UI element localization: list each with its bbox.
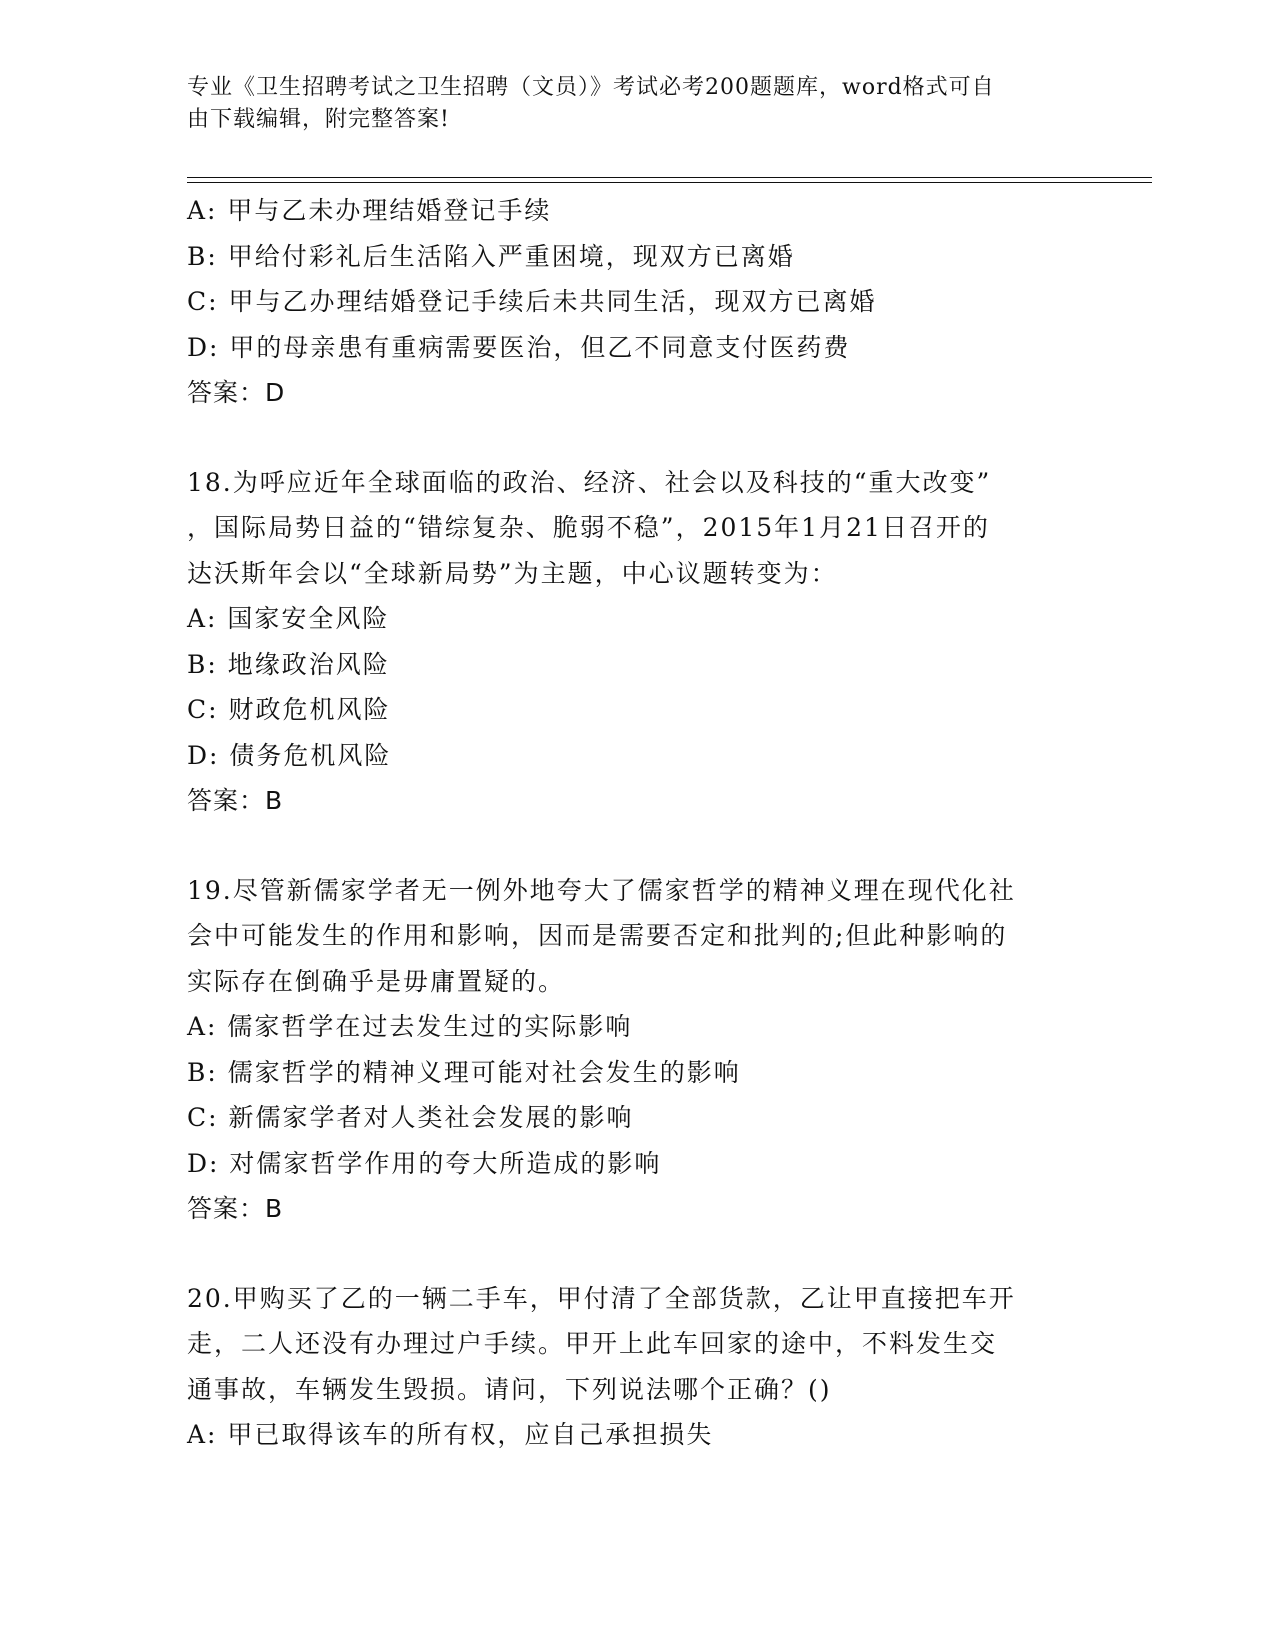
spacer [187, 824, 1087, 868]
option-b: B: 地缘政治风险 [187, 649, 390, 679]
question-text-line: 实际存在倒确乎是毋庸置疑的。 [187, 966, 566, 996]
option-a: A: 甲与乙未办理结婚登记手续 [187, 196, 552, 225]
question-text-line: 走，二人还没有办理过户手续。甲开上此车回家的途中，不料发生交 [187, 1329, 998, 1358]
question-text-line: 会中可能发生的作用和影响，因而是需要否定和批判的;但此种影响的 [187, 921, 1008, 950]
answer: 答案：B [187, 1194, 284, 1223]
option-b: B: 甲给付彩礼后生活陷入严重困境，现双方已离婚 [187, 241, 795, 271]
option-c: C: 新儒家学者对人类社会发展的影响 [187, 1103, 634, 1132]
option-d: D: 对儒家哲学作用的夸大所造成的影响 [187, 1148, 662, 1178]
option-c: C: 甲与乙办理结婚登记手续后未共同生活，现双方已离婚 [187, 287, 877, 316]
option-a: A: 甲已取得该车的所有权，应自己承担损失 [187, 1420, 714, 1449]
document-header [187, 72, 1067, 136]
question-text-line: ，国际局势日益的“错综复杂、脆弱不稳”，2015年1月21日召开的 [187, 513, 990, 542]
question-text-line: 18.为呼应近年全球面临的政治、经济、社会以及科技的“重大改变” [187, 467, 992, 497]
question-17 [187, 188, 1087, 416]
spacer [187, 1232, 1087, 1276]
option-b: B: 儒家哲学的精神义理可能对社会发生的影响 [187, 1057, 741, 1087]
question-text-line: 20.甲购买了乙的一辆二手车，甲付清了全部货款，乙让甲直接把车开 [187, 1283, 1016, 1313]
header-line-1: 专业《卫生招聘考试之卫生招聘（文员）》考试必考200题题库，word格式可自 [187, 75, 995, 100]
question-20 [187, 1276, 1087, 1458]
question-text-line: 达沃斯年会以“全球新局势”为主题，中心议题转变为： [187, 558, 838, 588]
answer: 答案：D [187, 378, 286, 407]
spacer [187, 416, 1087, 460]
header-rule-top [187, 177, 1152, 178]
option-c: C: 财政危机风险 [187, 695, 391, 724]
answer: 答案：B [187, 786, 284, 815]
header-line-2: 由下载编辑，附完整答案! [187, 107, 450, 132]
option-a: A: 国家安全风险 [187, 604, 390, 633]
option-d: D: 甲的母亲患有重病需要医治，但乙不同意支付医药费 [187, 332, 851, 362]
option-d: D: 债务危机风险 [187, 740, 392, 770]
question-19 [187, 868, 1087, 1232]
question-text-line: 19.尽管新儒家学者无一例外地夸大了儒家哲学的精神义理在现代化社 [187, 875, 1016, 905]
question-text-line: 通事故，车辆发生毁损。请问，下列说法哪个正确？() [187, 1374, 832, 1404]
question-list [187, 188, 1087, 1458]
option-a: A: 儒家哲学在过去发生过的实际影响 [187, 1012, 633, 1041]
question-18 [187, 460, 1087, 824]
header-rule-bottom [187, 182, 1152, 183]
